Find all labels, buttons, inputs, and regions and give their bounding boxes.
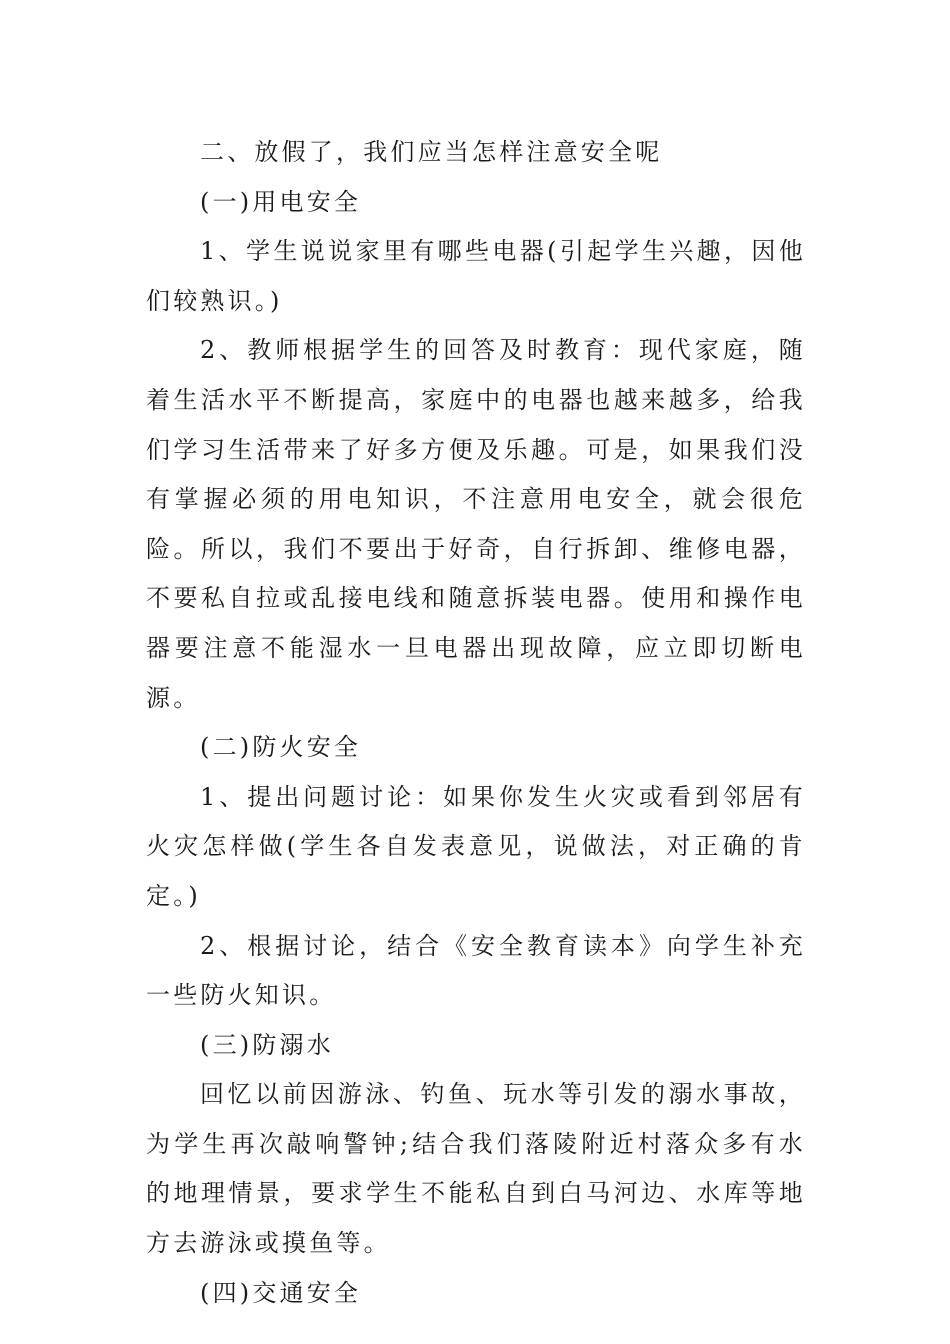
subsection-heading: (四)交通安全 (200, 1278, 362, 1307)
section-heading: 二、放假了，我们应当怎样注意安全呢 (200, 138, 663, 166)
document-body (146, 128, 806, 1318)
subsection-heading: (二)防火安全 (200, 733, 362, 762)
paragraph: 2、根据讨论，结合《安全教育读本》向学生补充一些防火知识。 (146, 931, 806, 1010)
paragraph: 1、提出问题讨论：如果你发生火灾或看到邻居有火灾怎样做(学生各自发表意见，说做法，对正确的肯定。) (146, 782, 806, 910)
paragraph: 回忆以前因游泳、钓鱼、玩水等引发的溺水事故，为学生再次敲响警钟;结合我们落陵附近村落众多有水的地理情景，要求学生不能私自到白马河边、水库等地方去游泳或摸鱼等。 (146, 1080, 806, 1258)
subsection-heading: (一)用电安全 (200, 187, 362, 216)
paragraph: 2、教师根据学生的回答及时教育：现代家庭，随着生活水平不断提高，家庭中的电器也越来越多，给我们学习生活带来了好多方便及乐趣。可是，如果我们没有掌握必须的用电知识，不注意用电安全，就会很危险。所以，我们不要出于好奇，自行拆卸、维修电器，不要私自拉或乱接电线和随意拆装电器。使用和操作电器要注意不能湿水一旦电器出现故障，应立即切断电源。 (146, 336, 806, 712)
subsection-heading: (三)防溺水 (200, 1030, 334, 1059)
paragraph: 1、学生说说家里有哪些电器(引起学生兴趣，因他们较熟识。) (146, 237, 806, 315)
